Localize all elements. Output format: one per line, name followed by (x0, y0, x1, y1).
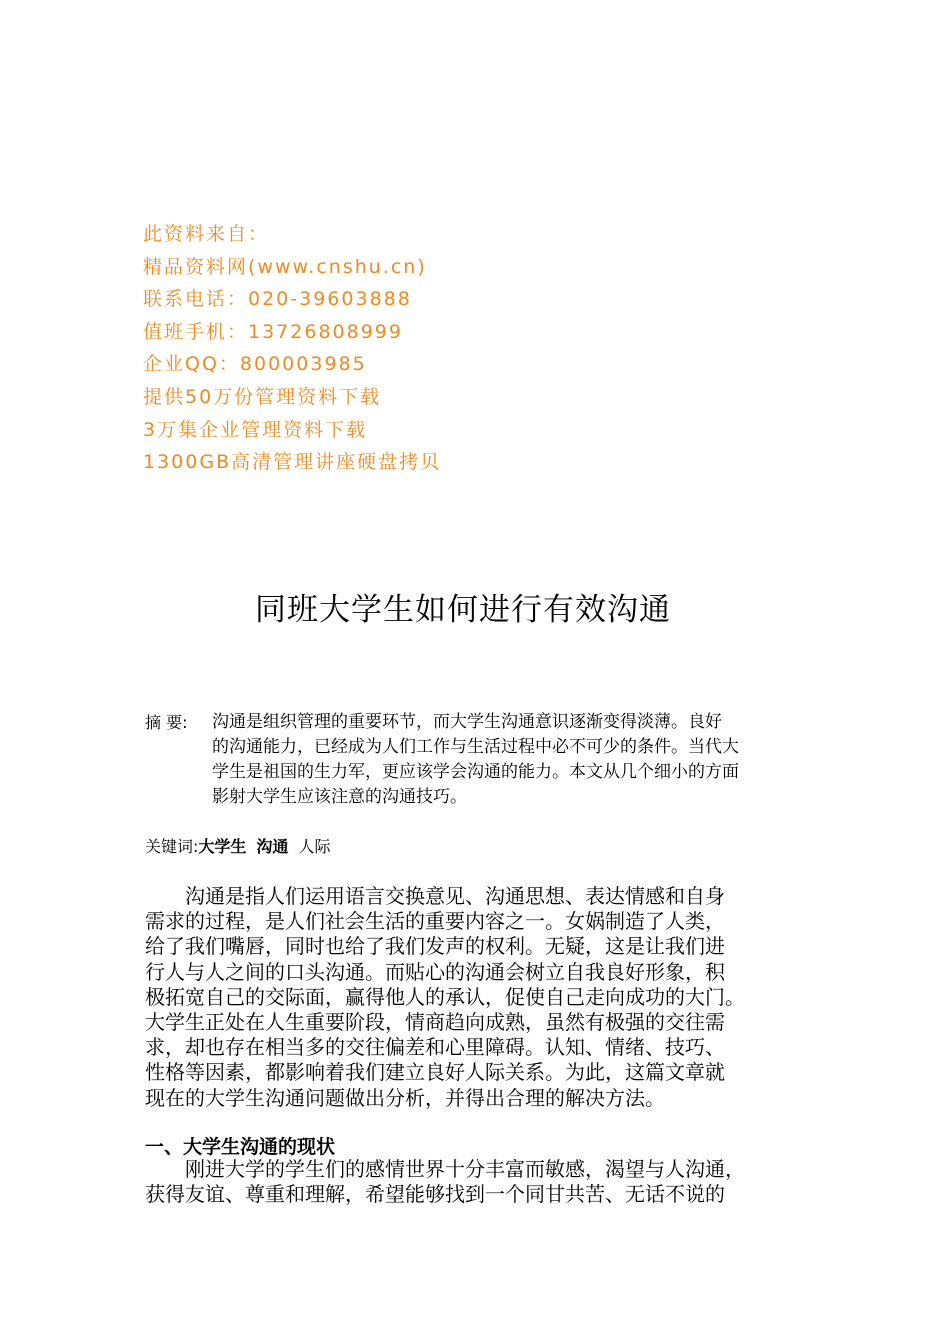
abstract-line: 学生是祖国的生力军，更应该学会沟通的能力。本文从几个细小的方面 (212, 762, 739, 782)
source-line-mobile: 值班手机：13726808999 (143, 320, 403, 343)
paragraph-line: 获得友谊、尊重和理解，希望能够找到一个同甘共苦、无话不说的 (145, 1182, 725, 1207)
paragraph-line: 求，却也存在相当多的交往偏差和心里障碍。认知、情绪、技巧、 (145, 1035, 725, 1060)
keyword-term: 大学生 (198, 837, 247, 856)
keyword-term: 人际 (298, 837, 331, 856)
paragraph-line: 大学生正处在人生重要阶段，情商趋向成熟，虽然有极强的交往需 (145, 1010, 725, 1035)
keywords-label: 关键词: (145, 837, 199, 856)
intro-paragraph (145, 884, 815, 1111)
source-line-website: 精品资料网(www.cnshu.cn) (143, 255, 427, 278)
paragraph-line: 沟通是指人们运用语言交换意见、沟通思想、表达情感和自身 (145, 884, 725, 908)
section-paragraph (145, 1157, 815, 1207)
paragraph-line: 极拓宽自己的交际面，赢得他人的承认，促使自己走向成功的大门。 (145, 984, 745, 1009)
source-line-offer-3: 1300GB高清管理讲座硬盘拷贝 (143, 451, 442, 474)
document-title: 同班大学生如何进行有效沟通 (255, 592, 671, 628)
abstract-line: 沟通是组织管理的重要环节，而大学生沟通意识逐渐变得淡薄。良好 (212, 712, 722, 732)
paragraph-line: 现在的大学生沟通问题做出分析，并得出合理的解决方法。 (145, 1085, 665, 1110)
keyword-term: 沟通 (256, 837, 289, 856)
source-line-qq: 企业QQ：800003985 (143, 353, 367, 376)
paragraph-line: 行人与人之间的口头沟通。而贴心的沟通会树立自我良好形象，积 (145, 959, 725, 984)
abstract-line: 的沟通能力，已经成为人们工作与生活过程中必不可少的条件。当代大 (212, 737, 739, 757)
source-line-phone: 联系电话：020-39603888 (143, 288, 412, 311)
source-line-origin: 此资料来自： (143, 223, 270, 245)
keywords-line (145, 835, 330, 859)
section-heading: 一、大学生沟通的现状 (145, 1136, 336, 1158)
source-line-offer-1: 提供50万份管理资料下载 (143, 385, 382, 408)
source-line-offer-2: 3万集企业管理资料下载 (143, 418, 368, 441)
abstract-text (212, 710, 815, 810)
abstract-line: 影射大学生应该注意的沟通技巧。 (212, 787, 467, 807)
paragraph-line: 性格等因素，都影响着我们建立良好人际关系。为此，这篇文章就 (145, 1060, 725, 1085)
paragraph-line: 刚进大学的学生们的感情世界十分丰富而敏感，渴望与人沟通， (145, 1157, 745, 1181)
abstract-label: 摘 要: (145, 713, 188, 732)
source-info-block (143, 221, 743, 482)
paragraph-line: 给了我们嘴唇，同时也给了我们发声的权利。无疑，这是让我们进 (145, 934, 725, 959)
abstract-block (145, 710, 815, 810)
paragraph-line: 需求的过程，是人们社会生活的重要内容之一。女娲制造了人类， (145, 909, 725, 934)
